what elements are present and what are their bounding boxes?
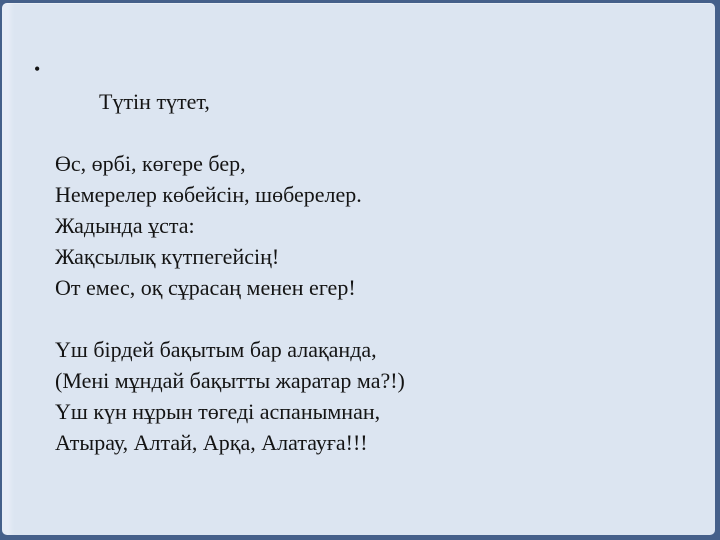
poem-line: Жақсылық күтпегейсің! (55, 244, 280, 269)
poem-line-text: Түтін түтет, (99, 89, 210, 114)
poem-line: Немерелер көбейсін, шөберелер. (55, 182, 362, 207)
poem-line: От емес, оқ сұрасаң менен егер! (55, 275, 356, 300)
poem-line: Атырау, Алтай, Арқа, Алатауға!!! (55, 430, 368, 455)
poem-line: Өс, өрбі, көгере бер, (55, 151, 246, 176)
poem-line: Үш бірдей бақытым бар алақанда, (55, 337, 377, 362)
poem-line: Үш күн нұрын төгеді аспанымнан, (55, 399, 381, 424)
poem-line: Жадында ұста: (55, 213, 195, 238)
slide-content-panel (2, 3, 715, 535)
poem-line (34, 55, 685, 148)
blank-line (55, 303, 685, 334)
poem-line: (Мені мұндай бақытты жаратар ма?!) (55, 368, 405, 393)
list-bullet: • (34, 59, 41, 79)
poem-text-block (34, 55, 685, 458)
